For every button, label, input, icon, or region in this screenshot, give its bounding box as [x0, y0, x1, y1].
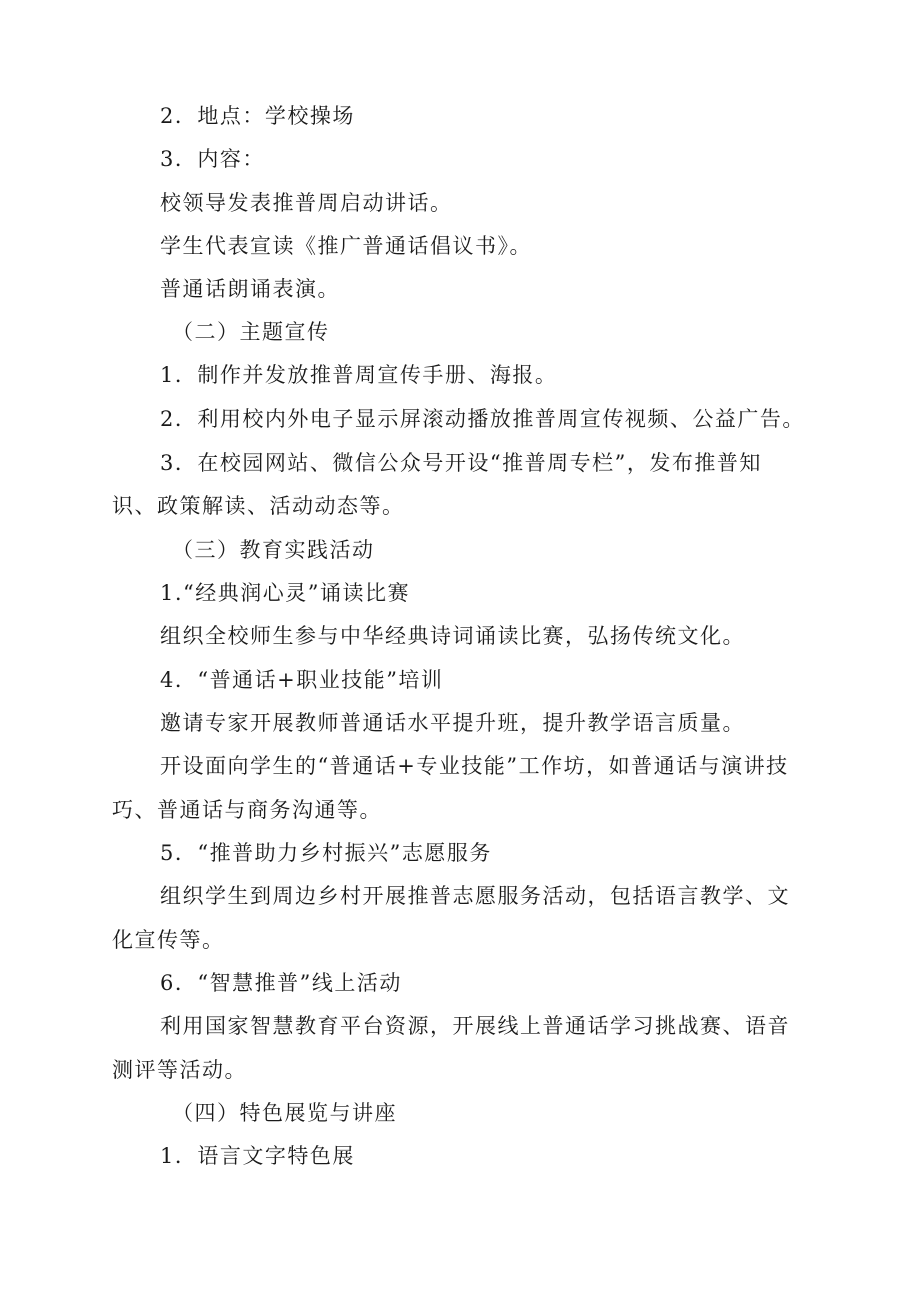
paragraph-continuation: 巧、普通话与商务沟通等。: [112, 798, 382, 822]
list-item: 4．“普通话+职业技能”培训: [160, 668, 444, 692]
list-item: 5．“推普助力乡村振兴”志愿服务: [160, 841, 492, 865]
section-heading-theme-promotion: （二）主题宣传: [172, 320, 330, 344]
paragraph-continuation: 测评等活动。: [112, 1058, 247, 1082]
paragraph-continuation: 化宣传等。: [112, 928, 225, 952]
list-item-content: 3．内容：: [160, 147, 265, 171]
list-item: 2．利用校内外电子显示屏滚动播放推普周宣传视频、公益广告。: [160, 407, 805, 431]
paragraph: 组织学生到周边乡村开展推普志愿服务活动，包括语言教学、文: [160, 884, 790, 908]
paragraph: 开设面向学生的“普通话+专业技能”工作坊，如普通话与演讲技: [160, 754, 789, 778]
section-heading-exhibition-lectures: （四）特色展览与讲座: [172, 1101, 397, 1125]
section-heading-practice-activities: （三）教育实践活动: [172, 538, 375, 562]
list-item: 1．制作并发放推普周宣传手册、海报。: [160, 363, 558, 387]
list-item: 1．语言文字特色展: [160, 1144, 355, 1168]
paragraph: 校领导发表推普周启动讲话。: [160, 191, 453, 215]
paragraph-continuation: 识、政策解读、活动动态等。: [112, 494, 405, 518]
paragraph: 邀请专家开展教师普通话水平提升班，提升教学语言质量。: [160, 711, 745, 735]
paragraph: 学生代表宣读《推广普通话倡议书》。: [160, 234, 532, 258]
paragraph: 组织全校师生参与中华经典诗词诵读比赛，弘扬传统文化。: [160, 624, 745, 648]
list-item: 1.“经典润心灵”诵读比赛: [160, 581, 411, 605]
list-item: 6．“智慧推普”线上活动: [160, 971, 402, 995]
list-item-location: 2．地点：学校操场: [160, 104, 355, 128]
paragraph: 利用国家智慧教育平台资源，开展线上普通话学习挑战赛、语音: [160, 1014, 790, 1038]
list-item: 3．在校园网站、微信公众号开设“推普周专栏”，发布推普知: [160, 451, 762, 475]
paragraph: 普通话朗诵表演。: [160, 277, 340, 301]
